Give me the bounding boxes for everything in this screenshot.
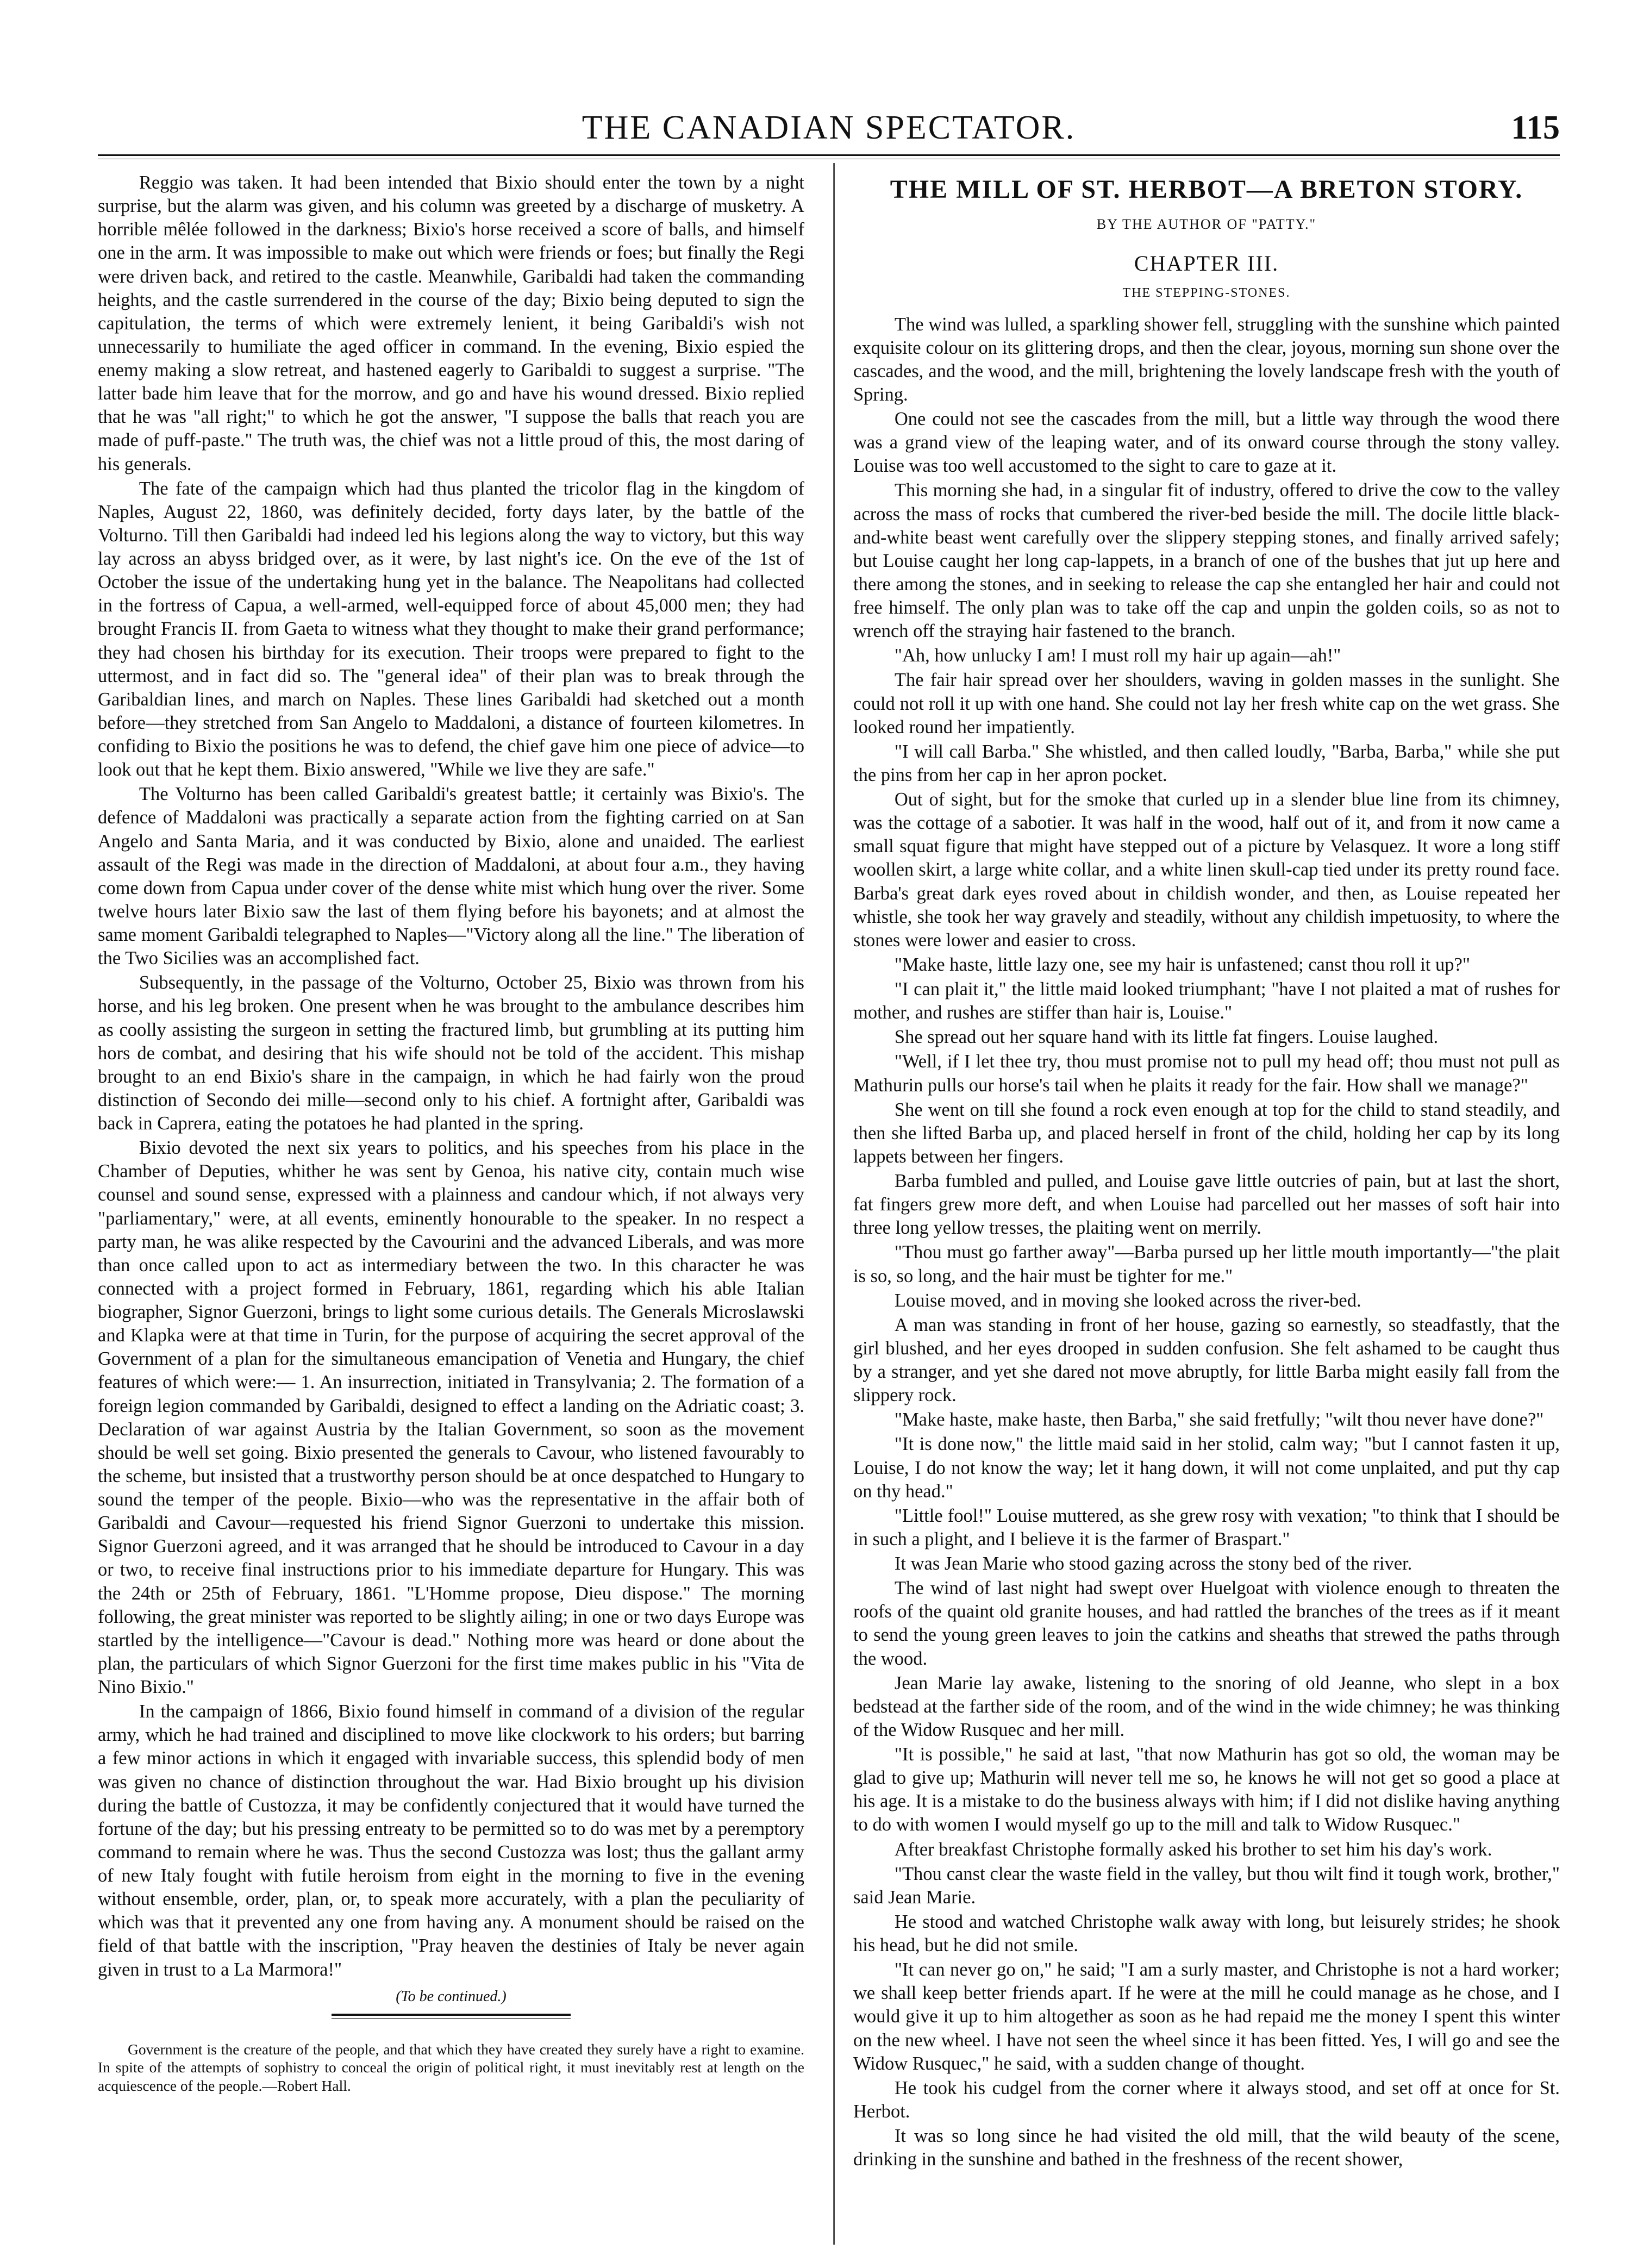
paragraph: "Make haste, little lazy one, see my hair is unfastened; canst thou roll it up?" bbox=[894, 954, 1470, 975]
left-column bbox=[98, 171, 804, 2236]
paragraph: He took his cudgel from the corner where it always stood, and set off at once for St. Herbot. bbox=[853, 2077, 1560, 2122]
article-title: THE MILL OF ST. HERBOT—A BRETON STORY. bbox=[890, 175, 1523, 204]
paragraph: Subsequently, in the passage of the Volturno, October 25, Bixio was thrown from his horse, and his leg broken. One present when he was brought to the ambulance describes him as coolly assisting the surgeon in setting the fractured limb, but grumbling at its putting him hors de combat, and desiring that his wife should not be told of the accident. This mishap brought to an end Bixio's share in the campaign, in which he had fairly won the proud distinction of Secondo dei mille—second only to his chief. A fortnight after, Garibaldi was back in Caprera, eating the potatoes he had planted in the spring. bbox=[98, 972, 804, 1134]
paragraph: The wind was lulled, a sparkling shower fell, struggling with the sunshine which painted exquisite colour on its glittering drops, and then the clear, joyous, morning sun shone over the cascades, and the wood, and the mill, brightening the lovely landscape fresh with the youth of Spring. bbox=[853, 314, 1560, 405]
paragraph: "I will call Barba." She whistled, and then called loudly, "Barba, Barba," while she put the pins from her cap in her apron pocket. bbox=[853, 741, 1560, 785]
paragraph: "Little fool!" Louise muttered, as she grew rosy with vexation; "to think that I should be in such a plight, and I believe it is the farmer of Braspart." bbox=[853, 1505, 1560, 1550]
paragraph: "Make haste, make haste, then Barba," she said fretfully; "wilt thou never have done?" bbox=[894, 1409, 1544, 1430]
paragraph: "Thou must go farther away"—Barba pursed up her little mouth importantly—"the plait is so, so long, and the hair must be tighter for me." bbox=[853, 1242, 1560, 1286]
right-column bbox=[853, 171, 1560, 2236]
paragraph: The Volturno has been called Garibaldi's greatest battle; it certainly was Bixio's. The defence of Maddaloni was practically a separate action from the fighting carried on at San Angelo and Santa Maria, and it was conducted by Bixio, alone and unaided. The earliest assault of the Regi was made in the direction of Maddaloni, at about four a.m., they having come down from Capua under cover of the dense white mist which hung over the river. Some twelve hours later Bixio saw the last of them flying before his bayonets; and at almost the same moment Garibaldi telegraphed to Naples—"Victory along all the line." The liberation of the Two Sicilies was an accomplished fact. bbox=[98, 784, 804, 969]
paragraph: The fate of the campaign which had thus planted the tricolor flag in the kingdom of Naples, August 22, 1860, was definitely decided, forty days later, by the battle of the Volturno. Till then Garibaldi had indeed led his legions along the way to victory, but this way lay across an abyss bridged over, as it were, by last night's ice. On the eve of the 1st of October the issue of the undertaking hung yet in the balance. The Neapolitans had collected in the fortress of Capua, a well-armed, well-equipped force of about 45,000 men; they had brought Francis II. from Gaeta to witness what they thought to make their grand performance; they had chosen his birthday for its execution. Their troops were prepared to fight to the uttermost, and in fact did so. The "general idea" of their plan was to break through the Garibaldian lines, and march on Naples. These lines Garibaldi had sketched out a month before—they stretched from San Angelo to Maddaloni, a distance of fourteen kilometres. In confiding to Bixio the positions he was to defend, the chief gave him one piece of advice—to look out that he kept them. Bixio answered, "While we live they are safe." bbox=[98, 478, 804, 780]
byline: BY THE AUTHOR OF "PATTY." bbox=[1096, 216, 1317, 232]
paragraph: After breakfast Christophe formally asked his brother to set him his day's work. bbox=[894, 1839, 1492, 1860]
paragraph: Out of sight, but for the smoke that curled up in a slender blue line from its chimney, was the cottage of a sabotier. It was half in the wood, half out of it, and from it now came a small squat figure that might have stepped out of a picture by Velasquez. It wore a long stiff woollen skirt, a large white collar, and a white linen skull-cap tied under its pretty round face. Barba's great dark eyes roved about in childish wonder, and then, as Louise repeated her whistle, she took her way gravely and steadily, without any childish impetuosity, to where the stones were lower and easier to cross. bbox=[853, 789, 1560, 951]
footnote bbox=[98, 2040, 804, 2095]
to-be-continued: (To be continued.) bbox=[396, 1988, 507, 2005]
chapter-heading: CHAPTER III. bbox=[1134, 251, 1279, 276]
paragraph: He stood and watched Christophe walk away with long, but leisurely strides; he shook his head, but he did not smile. bbox=[853, 1911, 1560, 1955]
chapter-title: THE STEPPING-STONES. bbox=[1122, 285, 1291, 300]
paragraph: "It is possible," he said at last, "that now Mathurin has got so old, the woman may be glad to give up; Mathurin will never tell me so, he knows he will not get so good a place at his age. It is a mistake to do the business always with him; if I did not dislike having anything to do with women I would myself go up to the mill and talk to Widow Rusquec." bbox=[853, 1744, 1560, 1835]
article-end-rule bbox=[332, 2014, 571, 2019]
paragraph: The wind of last night had swept over Huelgoat with violence enough to threaten the roofs of the quaint old granite houses, and had rattled the branches of the trees as if it meant to send the young green leaves to join the catkins and sheaths that strewed the paths through the wood. bbox=[853, 1578, 1560, 1669]
paragraph: It was so long since he had visited the old mill, that the wild beauty of the scene, drinking in the sunshine and bathed in the freshness of the recent shower, bbox=[853, 2126, 1560, 2170]
running-head bbox=[98, 103, 1560, 152]
footnote-text: Government is the creature of the people, and that which they have created they surely have a right to examine. In spite of the attempts of sophistry to conceal the origin of political right, it must inevitably rest at length on the acquiescence of the people.—Robert Hall. bbox=[98, 2040, 804, 2094]
paragraph: She spread out her square hand with its little fat fingers. Louise laughed. bbox=[894, 1027, 1439, 1048]
column-divider bbox=[833, 163, 835, 2245]
paragraph: In the campaign of 1866, Bixio found himself in command of a division of the regular army, which he had trained and disciplined to move like clockwork to his orders; but barring a few minor actions in which it engaged with invariable success, this splendid body of men was given no chance of distinction throughout the war. Had Bixio brought up his division during the battle of Custozza, it may be confidently conjectured that it would have turned the fortune of the day; but his pressing entreaty to be permitted so to do was met by a peremptory command to remain where he was. Thus the second Custozza was lost; thus the gallant army of new Italy fought with futile heroism from eight in the morning to five in the evening without ensemble, order, plan, or, to speak more accurately, with a plan the peculiarity of which was that it prevented any one from having any. A monument should be raised on the field of that battle with the inscription, "Pray heaven the destinies of Italy be never again given in trust to a La Marmora!" bbox=[98, 1701, 804, 1980]
paragraph: Barba fumbled and pulled, and Louise gave little outcries of pain, but at last the short, fat fingers grew more deft, and when Louise had parcelled out her masses of soft hair into three long yellow tresses, the plaiting went on merrily. bbox=[853, 1171, 1560, 1239]
paragraph: Bixio devoted the next six years to politics, and his speeches from his place in the Chamber of Deputies, whither he was sent by Genoa, his native city, contain much wise counsel and sound sense, expressed with a plainness and candour which, if not always very "parliamentary," were, at all events, eminently honourable to the speaker. In no respect a party man, he was alike respected by the Cavourini and the advanced Liberals, and was more than once called upon to act as intermediary between the two. In this character he was connected with a project formed in February, 1861, regarding which his able Italian biographer, Signor Guerzoni, brings to light some curious details. The Generals Microslawski and Klapka were at that time in Turin, for the purpose of acquiring the secret approval of the Government of a plan for the simultaneous emancipation of Venetia and Hungary, the chief features of which were:— 1. An insurrection, initiated in Transylvania; 2. The formation of a foreign legion commanded by Garibaldi, designed to effect a landing on the Adriatic coast; 3. Declaration of war against Austria by the Italian Government, so soon as the movement should be well set going. Bixio presented the generals to Cavour, who listened favourably to the scheme, but insisted that a trustworthy person should be at once despatched to Hungary to sound the temper of the people. Bixio—who was the representative in the affair both of Garibaldi and Cavour—requested his friend Signor Guerzoni to undertake this mission. Signor Guerzoni agreed, and it was arranged that he should be introduced to Cavour in a day or two, to receive final instructions prior to his immediate departure for Hungary. This was the 24th or 25th of February, 1861. "L'Homme propose, Dieu dispose." The morning following, the great minister was reported to be slightly ailing; in one or two days Europe was startled by the intelligence—"Cavour is dead." Nothing more was heard or done about the plan, the particulars of which Signor Guerzoni for the first time makes public in his "Vita de Nino Bixio." bbox=[98, 1138, 804, 1697]
paragraph: "Well, if I let thee try, thou must promise not to pull my head off; thou must not pull as Mathurin pulls our horse's tail when he plaits it ready for the fair. How shall we manage?" bbox=[853, 1051, 1560, 1096]
paragraph: Jean Marie lay awake, listening to the snoring of old Jeanne, who slept in a box bedstead at the farther side of the room, and of the wind in the wide chimney; he was thinking of the Widow Rusquec and her mill. bbox=[853, 1672, 1560, 1740]
right-column-body bbox=[853, 313, 1560, 2172]
paragraph: A man was standing in front of her house, gazing so earnestly, so steadfastly, that the girl blushed, and her eyes drooped in sudden confusion. She felt ashamed to be caught thus by a stranger, and yet she dared not move abruptly, for little Barba might easily fall from the slippery rock. bbox=[853, 1314, 1560, 1406]
page-number: 115 bbox=[1511, 109, 1560, 146]
paragraph: It was Jean Marie who stood gazing across the stony bed of the river. bbox=[894, 1553, 1412, 1574]
paragraph: The fair hair spread over her shoulders, waving in golden masses in the sunlight. She could not roll it up with one hand. She could not lay her fresh white cap on the wet grass. She looked round her impatiently. bbox=[853, 670, 1560, 738]
paragraph: Louise moved, and in moving she looked across the river-bed. bbox=[894, 1290, 1361, 1311]
paragraph: "It is done now," the little maid said in her stolid, calm way; "but I cannot fasten it up, Louise, I do not know the way; let it hang down, it will not come unplaited, and put thy cap on thy head." bbox=[853, 1434, 1560, 1502]
paragraph: "Thou canst clear the waste field in the valley, but thou wilt find it tough work, brother," said Jean Marie. bbox=[853, 1863, 1560, 1908]
paragraph: "It can never go on," he said; "I am a surly master, and Christophe is not a hard worker; we shall keep better friends apart. If he were at the mill he could manage as he chose, and I would give it up to him altogether as soon as he had repaid me the money I spent this winter on the new wheel. I have not seen the wheel since it has been fitted. Yes, I will go and see the Widow Rusquec," he said, with a sudden change of thought. bbox=[853, 1959, 1560, 2074]
header-rule bbox=[98, 154, 1560, 159]
paragraph: She went on till she found a rock even enough at top for the child to stand steadily, and then she lifted Barba up, and placed herself in front of the child, holding her cap by its long lappets between her fingers. bbox=[853, 1099, 1560, 1167]
paragraph: "I can plait it," the little maid looked triumphant; "have I not plaited a mat of rushes for mother, and rushes are stiffer than hair is, Louise." bbox=[853, 979, 1560, 1023]
paragraph: One could not see the cascades from the mill, but a little way through the wood there was a grand view of the leaping water, and of its onward course through the stony valley. Louise was too well accustomed to the sight to care to gaze at it. bbox=[853, 409, 1560, 477]
paragraph: "Ah, how unlucky I am! I must roll my hair up again—ah!" bbox=[894, 645, 1341, 666]
masthead: THE CANADIAN SPECTATOR. bbox=[582, 109, 1076, 146]
paragraph: This morning she had, in a singular fit of industry, offered to drive the cow to the valley across the mass of rocks that cumbered the river-bed beside the mill. The docile little black-and-white beast went carefully over the slippery stepping stones, and finally arrived safely; but Louise caught her long cap-lappets, in a branch of one of the bushes that jut up here and there among the stones, and in seeking to release the cap she entangled her hair and could not free himself. The only plan was to take off the cap and unpin the golden coils, so as not to wrench off the straying hair fastened to the branch. bbox=[853, 480, 1560, 642]
left-column-body bbox=[98, 171, 804, 1982]
paragraph: Reggio was taken. It had been intended that Bixio should enter the town by a night surprise, but the alarm was given, and his column was greeted by a discharge of musketry. A horrible mêlée followed in the darkness; Bixio's horse received a score of balls, and himself one in the arm. It was impossible to make out which were friends or foes; but finally the Regi were driven back, and retired to the castle. Meanwhile, Garibaldi had taken the commanding heights, and the castle surrendered in the course of the day; Bixio being deputed to sign the capitulation, the terms of which were extremely lenient, it being Garibaldi's wish not unnecessarily to humiliate the aged officer in command. In the evening, Bixio espied the enemy making a slow retreat, and hastened eagerly to Garibaldi to suggest a surprise. "The latter bade him leave that for the morrow, and go and have his wound dressed. Bixio replied that he was "all right;" to which he got the answer, "I suppose the balls that reach you are made of puff-paste." The truth was, the chief was not a little proud of this, the most daring of his generals. bbox=[98, 172, 804, 474]
